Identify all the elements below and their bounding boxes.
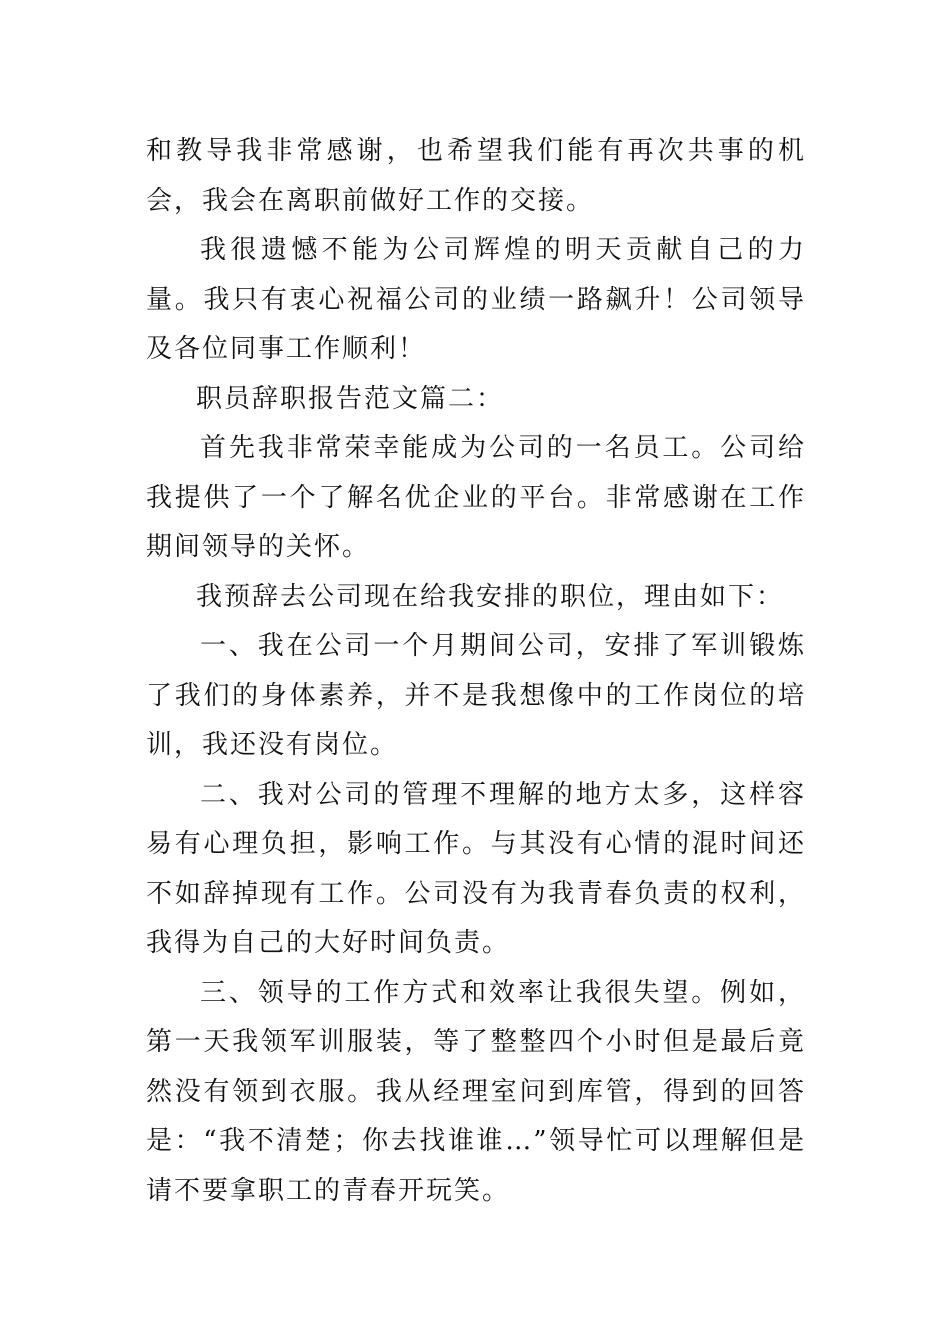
paragraph-reason-3: 三、领导的工作方式和效率让我很失望。例如，第一天我领军训服装，等了整整四个小时但是最后竟然没有领到衣服。我从经理室问到库管，得到的回答是：“我不清楚；你去找谁谁…”领导忙可以理解但是请不要拿职工的青春开玩笑。 (146, 977, 806, 1206)
paragraph-reasons-lead: 我预辞去公司现在给我安排的职位，理由如下： (196, 581, 785, 612)
document-body (146, 127, 806, 1216)
paragraph-continuation: 和教导我非常感谢，也希望我们能有再次共事的机会，我会在离职前做好工作的交接。 (146, 136, 806, 216)
section-heading: 职员辞职报告范文篇二： (196, 383, 505, 414)
paragraph-reason-1: 一、我在公司一个月期间公司，安排了军训锻炼了我们的身体素养，并不是我想像中的工作岗位的培训，我还没有岗位。 (146, 631, 806, 760)
paragraph-reason-2: 二、我对公司的管理不理解的地方太多，这样容易有心理负担，影响工作。与其没有心情的混时间还不如辞掉现有工作。公司没有为我青春负责的权利，我得为自己的大好时间负责。 (146, 779, 806, 958)
paragraph-wishes: 我很遗憾不能为公司辉煌的明天贡献自己的力量。我只有衷心祝福公司的业绩一路飙升！公司领导及各位同事工作顺利！ (146, 235, 806, 364)
paragraph-intro: 首先我非常荣幸能成为公司的一名员工。公司给我提供了一个了解名优企业的平台。非常感谢在工作期间领导的关怀。 (146, 433, 806, 562)
